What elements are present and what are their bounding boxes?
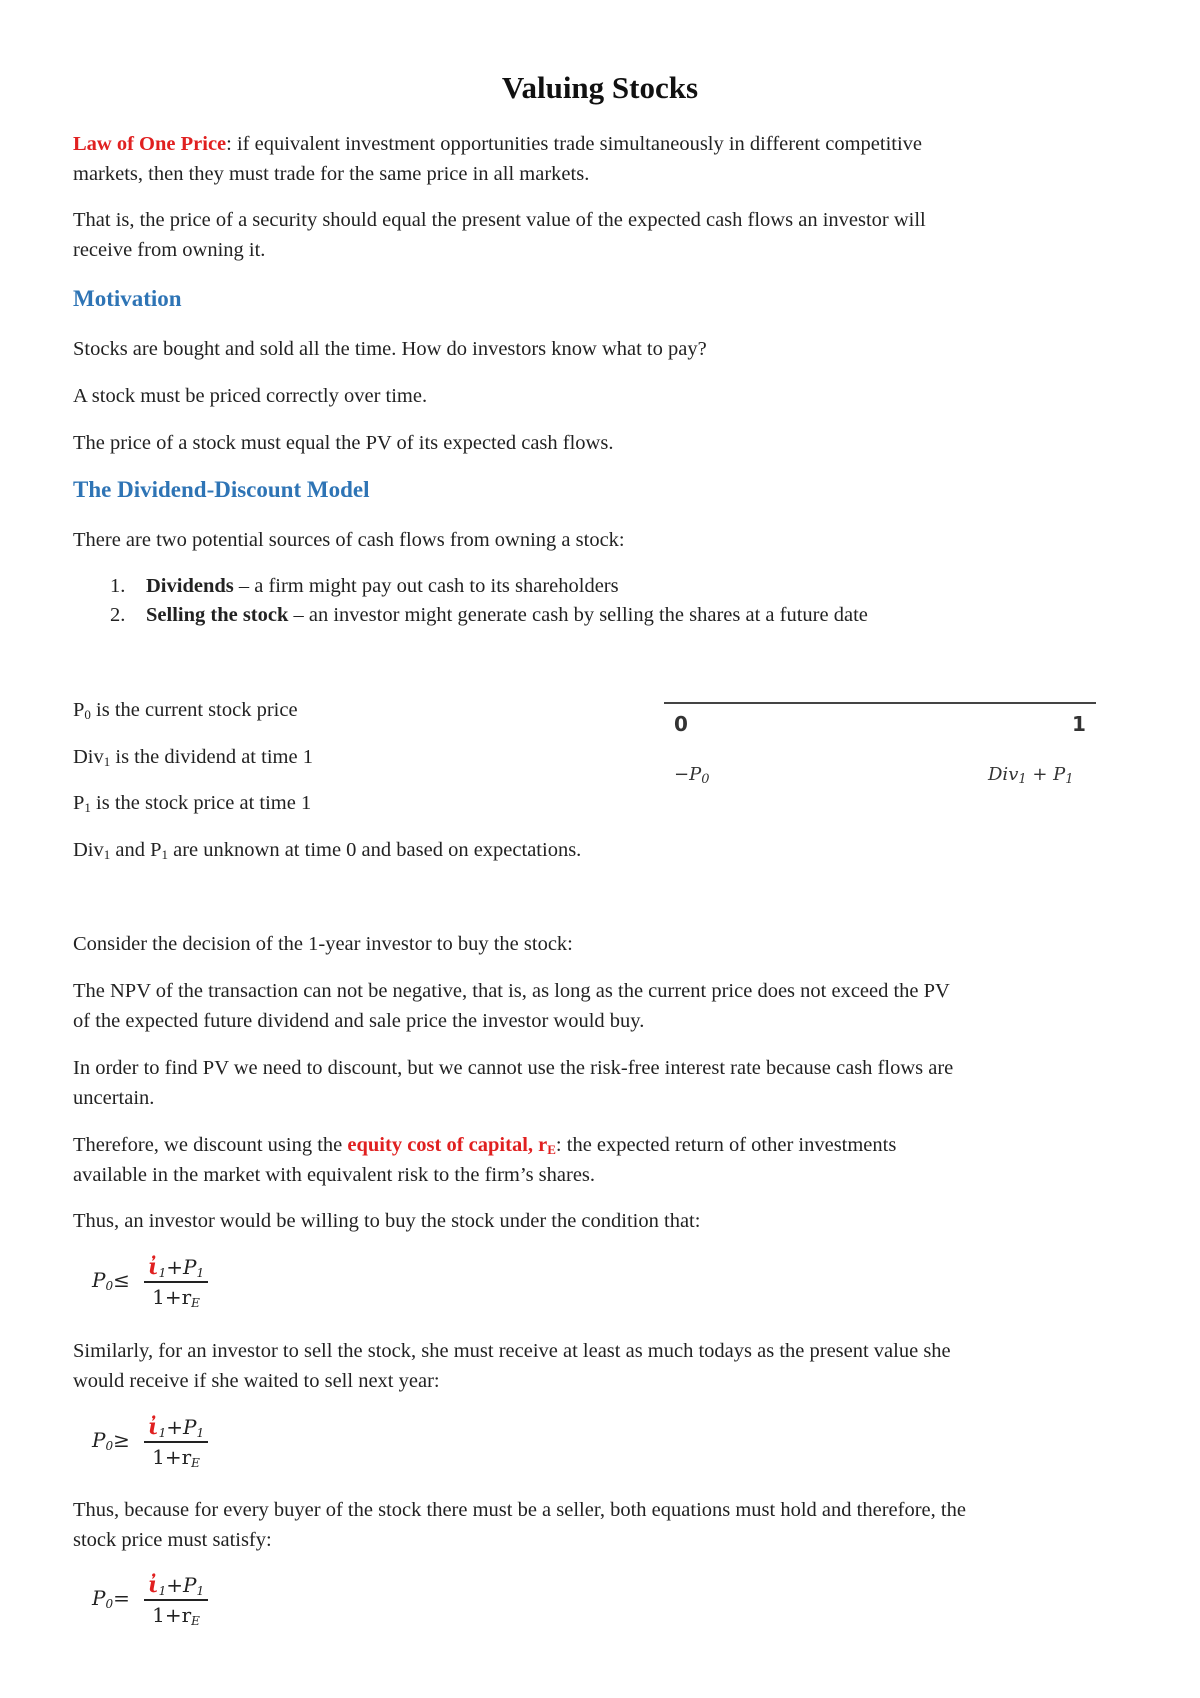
therefore-line-1: Therefore, we discount using the equity cost of capital, $r_E$: the expected return of other investments bbox=[73, 1134, 897, 1157]
list-item-selling-stock: Selling the stock – an investor might generate cash by selling the shares at a future date bbox=[146, 604, 868, 626]
similarly-line-1: Similarly, for an investor to sell the stock, she must receive at least as much todays as the present value she bbox=[73, 1340, 951, 1362]
equation-buy-condition: $P_0\le$ $ἰ_1+P_1$ $1+r_E$ bbox=[92, 1254, 232, 1314]
therefore-line-2: available in the market with equivalent risk to the firm’s shares. bbox=[73, 1164, 596, 1186]
motivation-p3: The price of a stock must equal the PV of its expected cash flows. bbox=[73, 432, 614, 454]
heading-motivation: Motivation bbox=[73, 286, 182, 311]
law-of-one-price-term: Law of One Price bbox=[73, 133, 227, 155]
law-of-one-price-line: Law of One Price: if equivalent investment opportunities trade simultaneously in different competitive bbox=[73, 133, 923, 155]
that-is-line-2: receive from owning it. bbox=[73, 239, 266, 261]
pv-line-2: uncertain. bbox=[73, 1087, 155, 1109]
similarly-line-2: would receive if she waited to sell next year: bbox=[73, 1370, 440, 1392]
timeline-cf1: $Div_1 + P_1$ bbox=[988, 764, 1074, 787]
motivation-p2: A stock must be priced correctly over time. bbox=[73, 385, 428, 407]
equation-sell-condition: $P_0\ge$ $ἰ_1+P_1$ $1+r_E$ bbox=[92, 1414, 232, 1474]
timeline-cf0: $-P_0$ bbox=[674, 764, 710, 787]
list-item-number: 1. bbox=[110, 575, 126, 597]
consider-line: Consider the decision of the 1-year investor to buy the stock: bbox=[73, 933, 573, 955]
npv-line-2: of the expected future dividend and sale price the investor would buy. bbox=[73, 1010, 645, 1032]
ddm-intro: There are two potential sources of cash flows from owning a stock: bbox=[73, 529, 625, 551]
list-item-number: 2. bbox=[110, 604, 126, 626]
pv-line-1: In order to find PV we need to discount, but we cannot use the risk-free interest rate because cash flows are bbox=[73, 1057, 954, 1079]
equation-equilibrium-price: $P_0=$ $ἰ_1+P_1$ $1+r_E$ bbox=[92, 1572, 232, 1632]
equity-cost-of-capital-term: equity cost of capital, $r_E$ bbox=[347, 1134, 556, 1157]
def-p1: $P_1$ is the stock price at time 1 bbox=[73, 792, 312, 815]
timeline-axis bbox=[664, 702, 1096, 704]
thus-buy-line: Thus, an investor would be willing to buy the stock under the condition that: bbox=[73, 1210, 701, 1232]
that-is-line-1: That is, the price of a security should equal the present value of the expected cash flows an investor will bbox=[73, 209, 926, 231]
law-of-one-price-line-2: markets, then they must trade for the same price in all markets. bbox=[73, 163, 590, 185]
thus-both-line-2: stock price must satisfy: bbox=[73, 1529, 272, 1551]
heading-dividend-discount-model: The Dividend-Discount Model bbox=[73, 477, 370, 502]
def-unknown: Div$_1$ and $P_1$ are unknown at time 0 and based on expectations. bbox=[73, 839, 582, 862]
page-title: Valuing Stocks bbox=[501, 70, 699, 105]
npv-line-1: The NPV of the transaction can not be negative, that is, as long as the current price does not exceed the PV bbox=[73, 980, 950, 1002]
thus-both-line-1: Thus, because for every buyer of the stock there must be a seller, both equations must hold and therefore, the bbox=[73, 1499, 966, 1521]
timeline-label-1: 1 bbox=[1072, 712, 1086, 736]
list-item-dividends: Dividends – a firm might pay out cash to its shareholders bbox=[146, 575, 619, 597]
motivation-p1: Stocks are bought and sold all the time. How do investors know what to pay? bbox=[73, 338, 707, 360]
def-p0: $P_0$ is the current stock price bbox=[73, 699, 298, 722]
def-div1: Div$_1$ is the dividend at time 1 bbox=[73, 746, 313, 769]
timeline-label-0: 0 bbox=[674, 712, 688, 736]
